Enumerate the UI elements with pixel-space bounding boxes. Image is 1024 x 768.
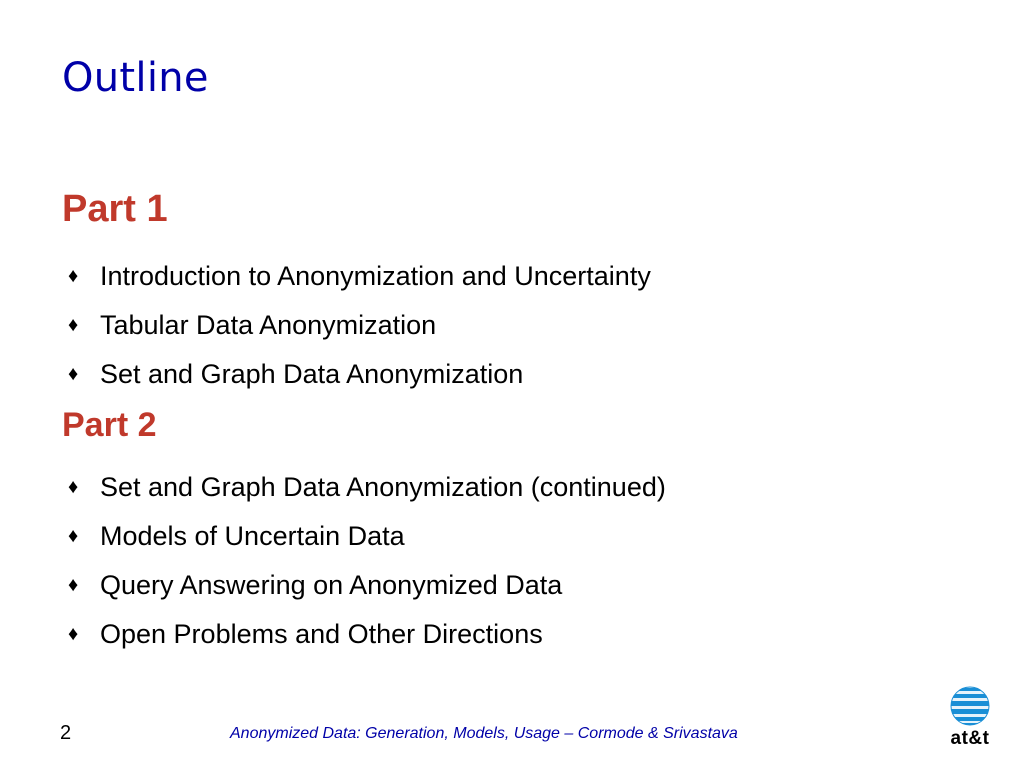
list-item-text: Open Problems and Other Directions [100,619,543,649]
list-item [68,512,666,561]
footer-caption: Anonymized Data: Generation, Models, Usage – Cormode & Srivastava [230,725,738,742]
part-1-list [68,252,651,399]
list-item [68,252,651,301]
part-2-list [68,463,666,659]
list-item [68,301,651,350]
diamond-bullet-icon: ♦ [68,363,79,385]
list-item [68,463,666,512]
list-item-text: Set and Graph Data Anonymization [100,359,524,389]
diamond-bullet-icon: ♦ [68,265,79,287]
diamond-bullet-icon: ♦ [68,574,79,596]
list-item-text: Tabular Data Anonymization [100,310,437,340]
list-item-text: Set and Graph Data Anonymization (continued) [100,472,666,502]
part-1-heading: Part 1 [62,188,168,230]
att-logo-text: at&t [950,728,990,749]
list-item [68,561,666,610]
list-item-text: Introduction to Anonymization and Uncertainty [100,261,651,291]
list-item [68,610,666,659]
part-2-heading: Part 2 [62,406,157,444]
list-item [68,350,651,399]
att-globe-icon [940,684,1000,728]
diamond-bullet-icon: ♦ [68,525,79,547]
list-item-text: Models of Uncertain Data [100,521,405,551]
diamond-bullet-icon: ♦ [68,314,79,336]
att-logo [940,684,1000,754]
slide-title: Outline [62,55,209,101]
diamond-bullet-icon: ♦ [68,476,79,498]
list-item-text: Query Answering on Anonymized Data [100,570,563,600]
page-number: 2 [60,722,72,744]
diamond-bullet-icon: ♦ [68,623,79,645]
